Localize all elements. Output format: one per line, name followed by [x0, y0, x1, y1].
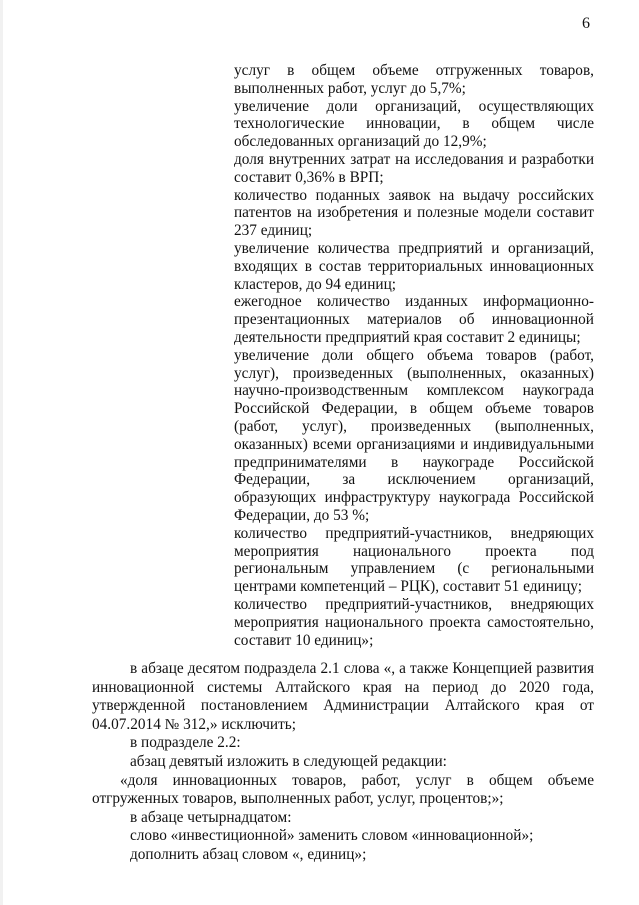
list-item: доля внутренних затрат на исследования и разработки составит 0,36% в ВРП; — [234, 150, 594, 186]
paragraph: в абзаце десятом подраздела 2.1 слова «, а также Концепцией развития инновационной системы Алтайского края на период до 2020 года, утвержденной постановлением Администрации Алтайского края от 04.07.2014 № 312,» исключить; — [92, 660, 594, 733]
list-item: количество предприятий-участников, внедряющих мероприятия национального проекта под региональным управлением (с региональными центрами компетенций – РЦК), составит 51 единицу; — [234, 524, 594, 596]
paragraph: слово «инвестиционной» заменить словом «инновационной»; — [130, 827, 534, 845]
list-item: количество предприятий-участников, внедряющих мероприятия национального проекта самостоятельно, составит 10 единиц»; — [234, 595, 594, 649]
paragraph: в абзаце четырнадцатом: — [130, 808, 292, 826]
list-item: услуг в общем объеме отгруженных товаров, выполненных работ, услуг до 5,7%; — [234, 62, 594, 97]
paragraph: «доля инновационных товаров, работ, услуг в общем объеме отгруженных товаров, выполненных работ, услуг, процентов;»; — [92, 771, 594, 808]
list-item: количество поданных заявок на выдачу российских патентов на изобретения и полезные модели составит 237 единиц; — [234, 186, 594, 240]
indicator-list — [234, 62, 594, 649]
scan-edge — [0, 0, 3, 905]
list-item: увеличение доли организаций, осуществляющих технологические инновации, в общем числе обследованных организаций до 12,9%; — [234, 97, 594, 151]
paragraph: абзац девятый изложить в следующей редакции: — [130, 752, 447, 770]
list-item: ежегодное количество изданных информационно-презентационных материалов об инновационной деятельности предприятий края составит 2 единицы; — [234, 293, 594, 346]
page-number: 6 — [582, 15, 590, 32]
list-item: увеличение количества предприятий и организаций, входящих в состав территориальных инновационных кластеров, до 94 единиц; — [234, 239, 594, 293]
paragraph: в подразделе 2.2: — [130, 734, 241, 752]
list-item: увеличение доли общего объема товаров (работ, услуг), произведенных (выполненных, оказанных) научно-производственным комплексом наукограда Российской Федерации, в общем объеме товаров (работ, услуг), произведенных (выполненных, оказанных) всеми организациями и индивидуальными предпринимателями в наукограде Российской Федерации, за исключением организаций, образующих инфраструктуру наукограда Российской Федерации, до 53 %; — [234, 346, 594, 524]
paragraph: дополнить абзац словом «, единиц»; — [130, 845, 367, 863]
amendment-body — [92, 660, 594, 865]
